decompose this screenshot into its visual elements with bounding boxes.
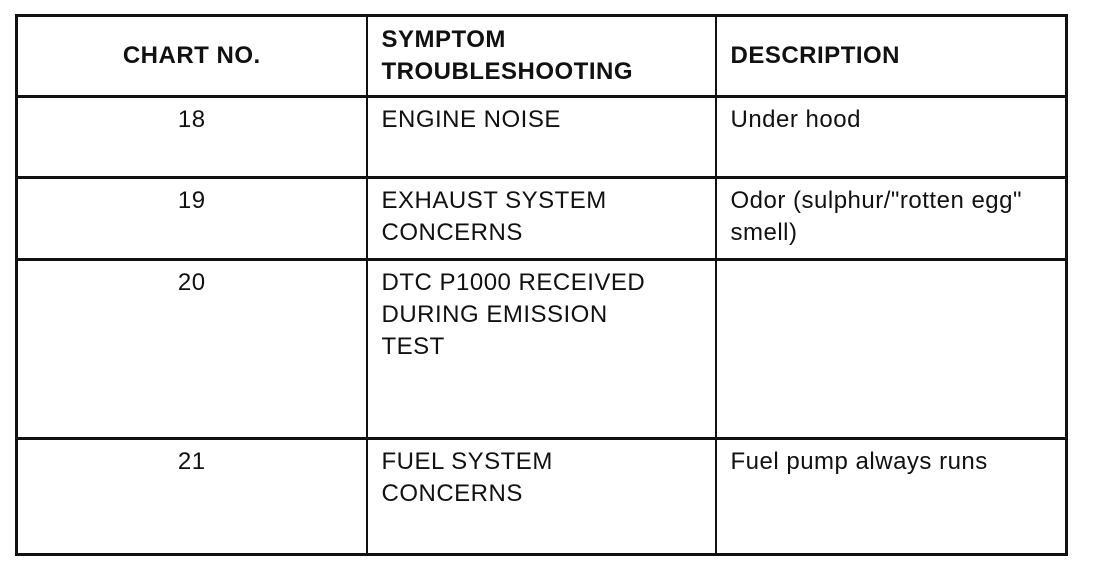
description-cell-empty	[716, 260, 1067, 439]
symptom-cell	[367, 97, 716, 178]
chart-no-value: 20	[177, 269, 206, 296]
description-cell	[716, 178, 1067, 260]
chart-no-value: 18	[177, 106, 206, 133]
description-cell	[716, 439, 1067, 555]
table-row	[17, 97, 1067, 178]
symptom-text: EXHAUST SYSTEM	[381, 187, 607, 214]
chart-no-cell	[17, 439, 367, 555]
troubleshooting-table-container	[15, 14, 1065, 548]
table-body	[17, 97, 1067, 555]
description-text: Odor (sulphur/"rotten egg"	[730, 187, 1023, 214]
symptom-troubleshooting-table	[15, 14, 1068, 556]
chart-no-value: 21	[177, 448, 206, 475]
description-cell	[716, 97, 1067, 178]
header-row	[17, 16, 1067, 97]
header-symptom-troubleshooting	[367, 16, 716, 97]
chart-no-cell	[17, 178, 367, 260]
symptom-text: FUEL SYSTEM	[381, 448, 553, 475]
symptom-text: CONCERNS	[381, 480, 523, 507]
header-symptom-label: SYMPTOM	[381, 26, 506, 53]
table-row	[17, 439, 1067, 555]
symptom-cell	[367, 439, 716, 555]
chart-no-value: 19	[177, 187, 206, 214]
symptom-cell	[367, 178, 716, 260]
description-text: Fuel pump always runs	[730, 448, 988, 475]
symptom-text: ENGINE NOISE	[381, 106, 561, 133]
table-header	[17, 16, 1067, 97]
symptom-cell	[367, 260, 716, 439]
header-description	[716, 16, 1067, 97]
header-chart-no	[17, 16, 367, 97]
table-row	[17, 178, 1067, 260]
description-text: smell)	[730, 219, 798, 246]
chart-no-cell	[17, 97, 367, 178]
header-troubleshooting-label: TROUBLESHOOTING	[381, 58, 633, 85]
header-chart-no-label: CHART NO.	[122, 42, 261, 69]
symptom-text: DTC P1000 RECEIVED	[381, 269, 646, 296]
header-description-label: DESCRIPTION	[730, 42, 901, 69]
table-row	[17, 260, 1067, 439]
symptom-text: CONCERNS	[381, 219, 523, 246]
description-text: Under hood	[730, 106, 861, 133]
chart-no-cell	[17, 260, 367, 439]
symptom-text: DURING EMISSION	[381, 301, 608, 328]
symptom-text: TEST	[381, 333, 445, 360]
